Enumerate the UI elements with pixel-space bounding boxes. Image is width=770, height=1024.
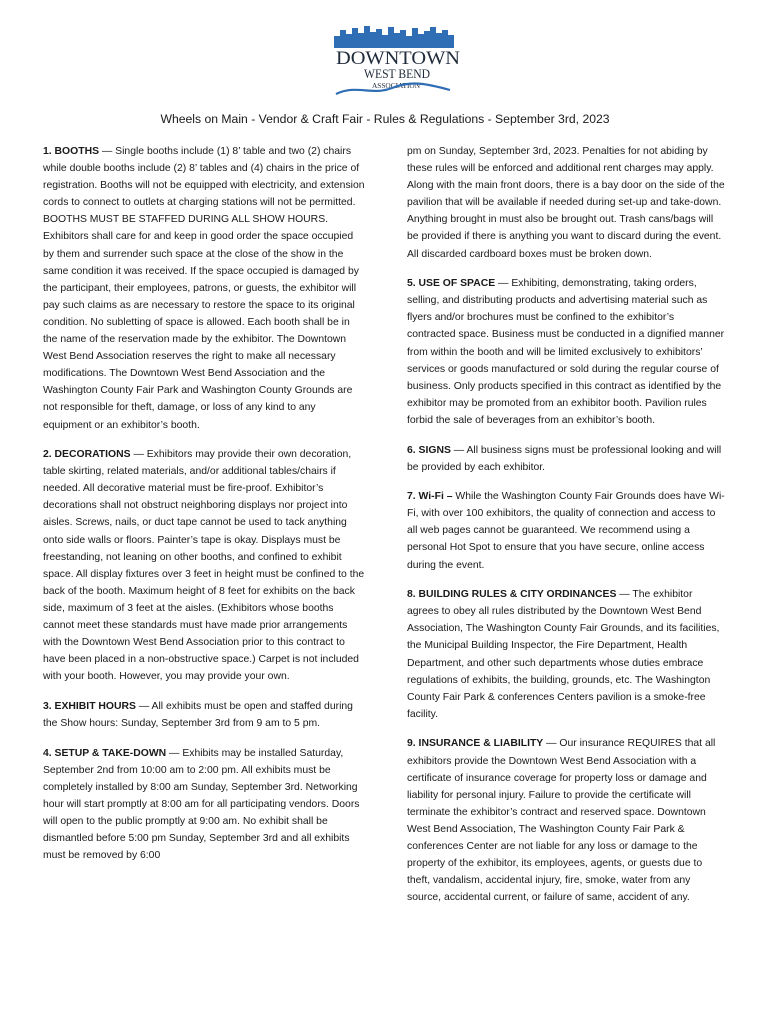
section-text: — The exhibitor agrees to obey all rules distributed by the Downtown West Bend Association, The Washington County Fair Grounds, and its facilities, the Municipal Building Inspector, the Fire Department, Health Department, and other such departments whose duties embrace regulations of exhibits, the building, grounds, etc. The Washington County Fair Park & conferences Centers pavilion is a smoke-free facility. xyxy=(407,589,720,720)
section-setup-takedown xyxy=(43,745,365,865)
logo-line1: DOWNTOWN xyxy=(336,48,461,69)
section-text: — Exhibits may be installed Saturday, September 2nd from 10:00 am to 2:00 pm. All exhibits must be completely installed by 8:00 am Sunday, September 3rd. Networking hour will start promptly at 8:00 am for all participating vendors. Doors will open to the public promptly at 9:00 am. No exhibit shall be dismantled before 5:00 pm Sunday, September 3rd and all exhibits must be removed by 6:00 xyxy=(43,747,360,862)
section-heading: 8. BUILDING RULES & CITY ORDINANCES xyxy=(407,589,617,601)
section-text: While the Washington County Fair Grounds does have Wi-Fi, with over 100 exhibitors, the quality of connection and access to all web pages cannot be guaranteed. We recommend using a personal Hot Spot to ensure that you have secure, online access during the event. xyxy=(407,491,725,571)
section-insurance-liability xyxy=(407,735,725,906)
logo-line3: ASSOCIATION xyxy=(372,82,420,90)
logo-graphic xyxy=(332,24,464,96)
section-heading: 3. EXHIBIT HOURS xyxy=(43,700,136,712)
section-decorations xyxy=(43,446,365,685)
section-text: — All business signs must be professional looking and will be provided by each exhibitor. xyxy=(407,444,722,473)
section-heading: 4. SETUP & TAKE-DOWN xyxy=(43,747,167,759)
section-text: — Single booths include (1) 8’ table and two (2) chairs while double booths include (2) 8’ tables and (4) chairs in the price of registration. Booths will not be equipped with electricity, and extension cords to connect to outlets at charging stations will not be permitted. BOOTHS MUST BE STAFFED DURING ALL SHOW HOURS. Exhibitors shall care for and keep in good order the space occupied by them and surrender such space at the close of the show in the same condition it was received. If the space occupied is damaged by the participant, their employees, patrons, or guests, the exhibitor will pay such claims as are necessary to restore the space to its original condition. No subletting of space is allowed. Each booth shall be in the name of the reservation made by the exhibitor. The Downtown West Bend Association reserves the right to make all necessary modifications. The Downtown West Bend Association and the Washington County Fair Park and Washington County Grounds are not responsible for theft, damage, or loss of any kind to any equipment or an exhibitor’s booth. xyxy=(43,146,365,431)
section-heading: 9. INSURANCE & LIABILITY xyxy=(407,738,544,750)
section-building-rules xyxy=(407,586,725,723)
left-column xyxy=(43,143,365,877)
section-signs xyxy=(407,442,725,476)
section-exhibit-hours xyxy=(43,698,365,732)
section-heading: 1. BOOTHS xyxy=(43,146,100,157)
section-text: — Our insurance REQUIRES that all exhibitors provide the Downtown West Bend Association with a certificate of insurance coverage for property loss or damage and liability for personal injury. Failure to provide the certificate will terminate the exhibitor’s contract and reserved space. Downtown West Bend Association, The Washington County Fair Park & conferences Center are not liable for any loss or damage to the property of the exhibitor, its employees, agents, or guests due to theft, vandalism, accidental injury, fire, smoke, water from any source, accidental current, or failure of same, accident of any. xyxy=(407,738,716,904)
logo-line2: WEST BEND xyxy=(364,66,430,81)
logo xyxy=(332,24,464,96)
section-use-of-space xyxy=(407,275,725,429)
continuation-text: pm on Sunday, September 3rd, 2023. Penalties for not abiding by these rules will be enforced and additional rent charges may apply. Along with the main front doors, there is a bay door on the side of the pavilion that will be available if needed during set-up and take-down. Anything brought in must also be brought out. Trash cans/bags will be provided if there is anything you want to discard during the event. All discarded cardboard boxes must be broken down. xyxy=(407,146,725,260)
section-text: — Exhibiting, demonstrating, taking orders, selling, and distributing products and advertising material such as flyers and/or brochures must be confined to the exhibitor’s contracted space. Business must be conducted in a dignified manner from within the booth and will be limited exclusively to exhibitors’ services or goods manufactured or sold during the regular course of business. Only products specified in this contract as identified by the exhibitor may be promoted from an exhibitor booth. Pavilion rules forbid the sale of beverages from an exhibitor’s booth. xyxy=(407,278,725,426)
skyline-shape xyxy=(334,26,454,48)
section-text: — All exhibits must be open and staffed during the Show hours: Sunday, September 3rd from 9 am to 5 pm. xyxy=(43,700,353,729)
section-wifi xyxy=(407,488,725,573)
document-title: Wheels on Main - Vendor & Craft Fair - Rules & Regulations - September 3rd, 2023 xyxy=(160,112,610,126)
section-booths xyxy=(43,143,365,434)
section-heading: 5. USE OF SPACE xyxy=(407,278,496,290)
section-heading: 6. SIGNS xyxy=(407,444,451,456)
section-heading: 7. Wi-Fi – xyxy=(407,491,453,503)
section-setup-continuation xyxy=(407,143,725,263)
section-heading: 2. DECORATIONS xyxy=(43,449,131,461)
right-column xyxy=(407,143,725,919)
section-text: — Exhibitors may provide their own decoration, table skirting, related materials, and/or additional tables/chairs if needed. All decorative material must be fire-proof. Exhibitor’s decorations shall not obstruct neighboring displays nor project into aisles. Screws, nails, or duct tape cannot be used to tack anything onto side walls or floors. Painter’s tape is okay. Displays must be freestanding, not leaning on other booths, and confined to exhibit space. All display fixtures over 3 feet in height must be confined to the back of the booth. Maximum height of 8 feet for exhibits on the back side, maximum of 3 feet at the aisles. (Exhibitors whose booths cannot meet these standards must have made prior arrangements with the Downtown West Bend Association prior to this contract to have been placed in a non-obstructive space.) Carpet is not included with your booth. However, you may provide your own. xyxy=(43,449,365,683)
